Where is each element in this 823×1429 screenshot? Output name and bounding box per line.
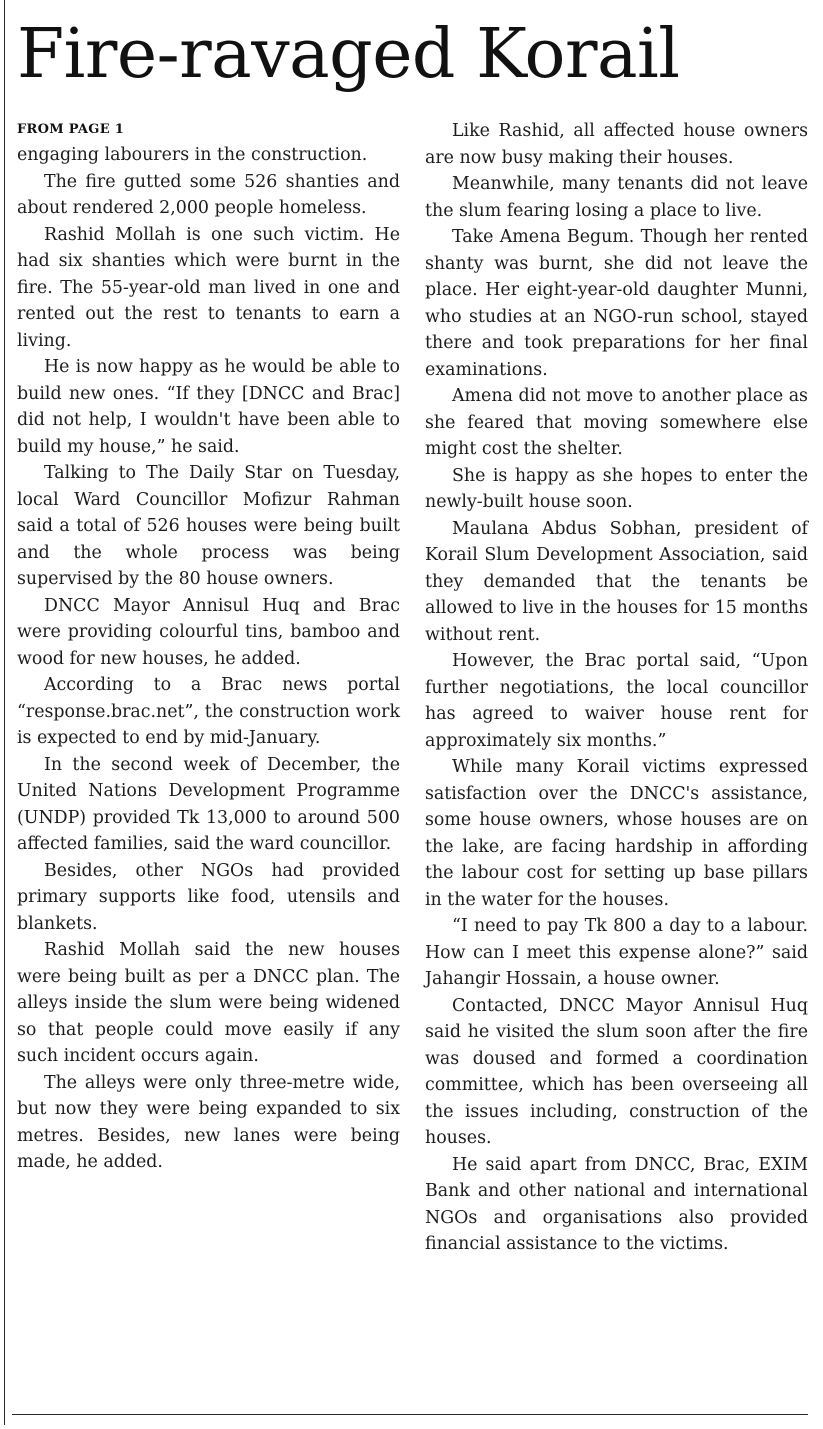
paragraph: However, the Brac portal said, “Upon further negotiations, the local councillor has agreed to waiver house rent for approximately six months.” bbox=[425, 651, 808, 751]
paragraph: According to a Brac news portal “response.brac.net”, the construction work is expected to end by mid-January. bbox=[17, 675, 400, 748]
paragraph: Maulana Abdus Sobhan, president of Korail Slum Development Association, said they demanded that the tenants be allowed to live in the houses for 15 months without rent. bbox=[425, 518, 808, 645]
article-column-left bbox=[17, 118, 400, 1176]
paragraph: DNCC Mayor Annisul Huq and Brac were providing colourful tins, bamboo and wood for new houses, he added. bbox=[17, 595, 400, 669]
paragraph: She is happy as she hopes to enter the newly-built house soon. bbox=[425, 465, 808, 512]
article-headline: Fire-ravaged Korail bbox=[17, 15, 680, 94]
paragraph: “I need to pay Tk 800 a day to a labour. How can I meet this expense alone?” said Jahangir Hossain, a house owner. bbox=[425, 916, 808, 989]
paragraph: Rashid Mollah said the new houses were being built as per a DNCC plan. The alleys inside the slum were being widened so that people could move easily if any such incident occurs again. bbox=[17, 940, 400, 1066]
paragraph: Take Amena Begum. Though her rented shanty was burnt, she did not leave the place. Her eight-year-old daughter Munni, who studies at an NGO-run school, stayed there and took preparations for her final examinations. bbox=[425, 227, 808, 380]
paragraph: He said apart from DNCC, Brac, EXIM Bank and other national and international NGOs and organisations also provided financial assistance to the victims. bbox=[425, 1154, 808, 1254]
paragraph: engaging labourers in the construction. bbox=[17, 145, 368, 165]
paragraph: In the second week of December, the United Nations Development Programme (UNDP) provided Tk 13,000 to around 500 affected families, said the ward councillor. bbox=[17, 754, 400, 854]
bottom-rule bbox=[12, 1414, 808, 1415]
left-column-rule bbox=[4, 0, 5, 1425]
paragraph: The fire gutted some 526 shanties and about rendered 2,000 people homeless. bbox=[17, 171, 400, 218]
paragraph: The alleys were only three-metre wide, but now they were being expanded to six metres. Besides, new lanes were being made, he added. bbox=[17, 1072, 400, 1172]
paragraph: Like Rashid, all affected house owners are now busy making their houses. bbox=[425, 121, 808, 168]
paragraph: Rashid Mollah is one such victim. He had six shanties which were burnt in the fire. The 55-year-old man lived in one and rented out the rest to tenants to earn a living. bbox=[17, 224, 400, 351]
paragraph: Talking to The Daily Star on Tuesday, local Ward Councillor Mofizur Rahman said a total of 526 houses were being built and the whole process was being supervised by the 80 house owners. bbox=[17, 463, 400, 589]
paragraph: Amena did not move to another place as she feared that moving somewhere else might cost the shelter. bbox=[425, 386, 808, 459]
paragraph: Meanwhile, many tenants did not leave the slum fearing losing a place to live. bbox=[425, 174, 808, 221]
article-column-right bbox=[425, 118, 808, 1258]
paragraph: He is now happy as he would be able to build new ones. “If they [DNCC and Brac] did not help, I wouldn't have been able to build my house,” he said. bbox=[17, 357, 400, 457]
paragraph: While many Korail victims expressed satisfaction over the DNCC's assistance, some house owners, whose houses are on the lake, are facing hardship in affording the labour cost for setting up base pillars in the water for the houses. bbox=[425, 757, 808, 910]
paragraph: Contacted, DNCC Mayor Annisul Huq said he visited the slum soon after the fire was doused and formed a coordination committee, which has been overseeing all the issues including, construction of the houses. bbox=[425, 995, 808, 1148]
jump-kicker: FROM PAGE 1 bbox=[17, 122, 125, 137]
paragraph: Besides, other NGOs had provided primary supports like food, utensils and blankets. bbox=[17, 860, 400, 934]
